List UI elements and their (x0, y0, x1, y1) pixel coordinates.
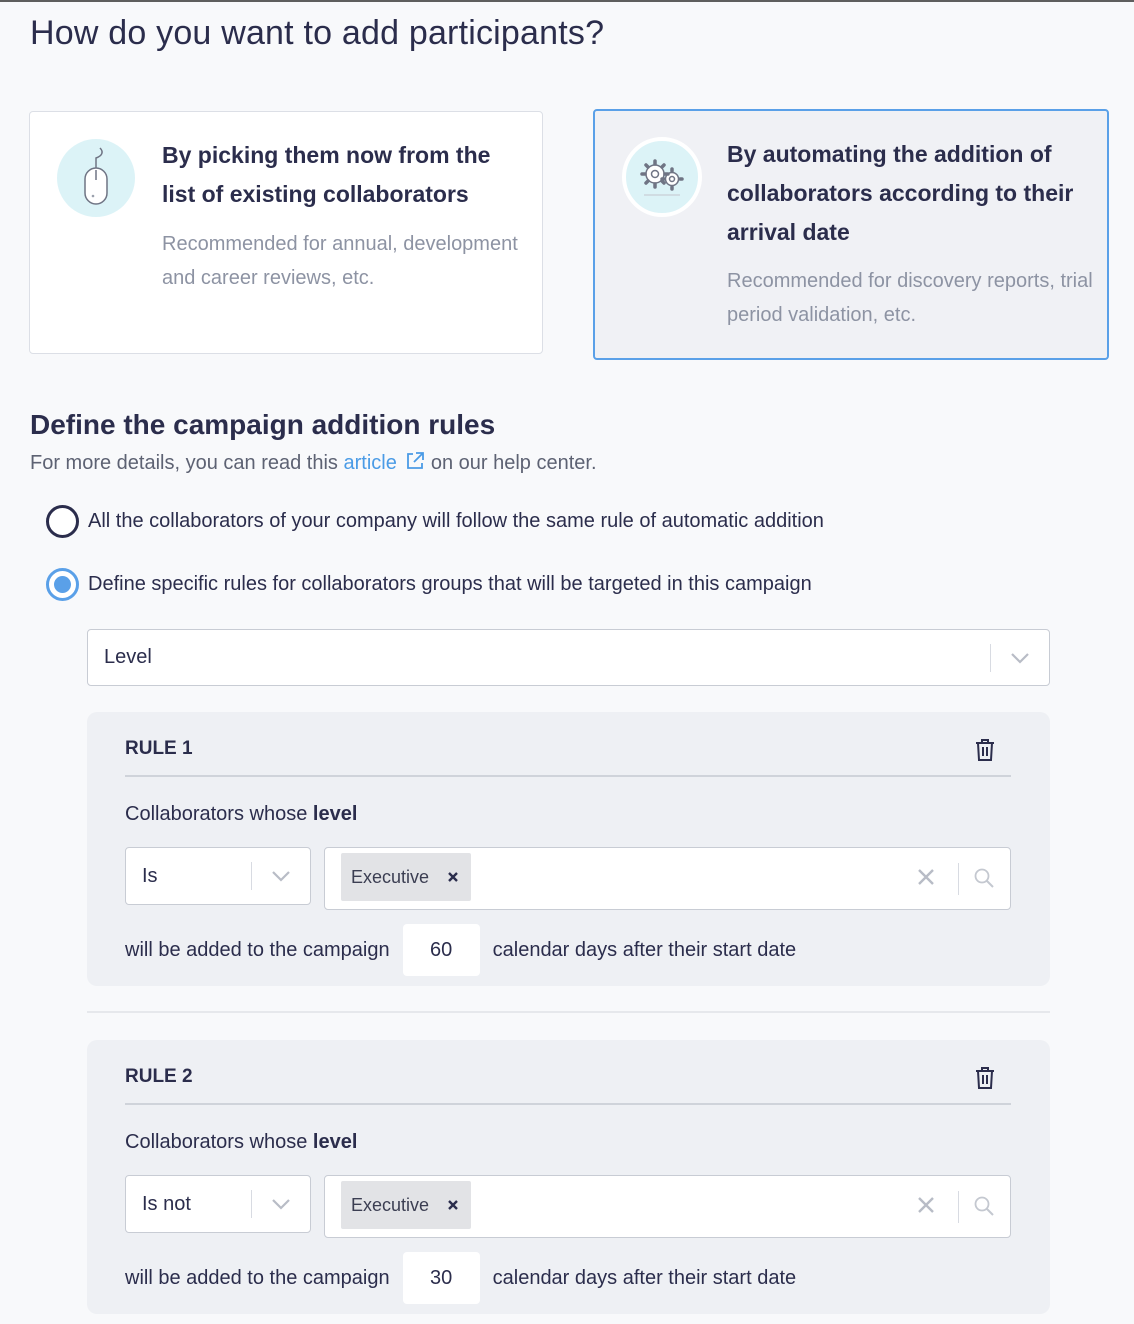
option-description: Recommended for discovery reports, trial period validation, etc. (727, 270, 1093, 326)
tag-label: Executive (351, 866, 430, 887)
operator-value: Is (142, 864, 158, 887)
rule-title: RULE 2 (125, 1066, 193, 1087)
external-link-icon[interactable] (405, 451, 425, 477)
help-prefix: For more details, you can read this (30, 452, 338, 474)
trash-icon[interactable] (974, 1066, 996, 1095)
rule-divider (125, 775, 1011, 777)
days-row (125, 923, 796, 977)
rule-divider (125, 1103, 1011, 1105)
operator-select[interactable] (125, 847, 311, 905)
chevron-down-icon[interactable] (252, 1198, 310, 1210)
search-icon[interactable] (973, 1195, 995, 1222)
rules-divider (87, 1011, 1050, 1013)
help-suffix: on our help center. (430, 452, 597, 474)
rule-card (87, 712, 1050, 986)
tags-separator (958, 863, 959, 895)
added-text: will be added to the campaign (125, 1266, 390, 1289)
page-title: How do you want to add participants? (30, 14, 605, 52)
mouse-icon (57, 139, 135, 217)
days-suffix: calendar days after their start date (492, 1266, 797, 1289)
option-description: Recommended for annual, development and career reviews, etc. (162, 233, 518, 289)
tag-chip (341, 1181, 471, 1229)
tags-separator (958, 1191, 959, 1223)
option-title: By picking them now from the list of existing collaborators (162, 142, 491, 207)
rule-card (87, 1040, 1050, 1314)
radio-button-specific-rules[interactable] (46, 568, 79, 601)
option-card-pick-collaborators[interactable] (29, 111, 543, 354)
group-field-select[interactable] (87, 629, 1050, 686)
chevron-down-icon[interactable] (252, 870, 310, 882)
days-input[interactable]: 60 (403, 924, 480, 976)
radio-button-same-rule[interactable] (46, 505, 79, 538)
rule-subtitle-prefix: Collaborators whose (125, 1131, 308, 1153)
rule-subtitle (125, 803, 357, 826)
radio-same-rule[interactable] (46, 505, 824, 538)
rule-title: RULE 1 (125, 738, 193, 759)
clear-icon[interactable] (917, 868, 935, 891)
search-icon[interactable] (973, 867, 995, 894)
gears-icon (622, 137, 702, 217)
option-card-automate-arrival[interactable] (593, 109, 1109, 360)
days-row (125, 1251, 796, 1305)
rule-subtitle-field: level (312, 1131, 358, 1153)
days-input[interactable]: 30 (403, 1252, 480, 1304)
help-text (30, 451, 597, 477)
group-field-value: Level (104, 646, 152, 668)
rule-subtitle-prefix: Collaborators whose (125, 803, 308, 825)
remove-tag-icon[interactable] (447, 1195, 459, 1216)
remove-tag-icon[interactable] (447, 867, 459, 888)
operator-value: Is not (142, 1192, 191, 1215)
radio-label-same-rule: All the collaborators of your company will follow the same rule of automatic addition (88, 510, 824, 532)
added-text: will be added to the campaign (125, 938, 390, 961)
top-border (0, 0, 1134, 2)
trash-icon[interactable] (974, 738, 996, 767)
radio-label-specific-rules: Define specific rules for collaborators groups that will be targeted in this campaign (88, 573, 812, 595)
tag-chip (341, 853, 471, 901)
tags-input[interactable] (324, 847, 1011, 910)
chevron-down-icon[interactable] (991, 652, 1049, 664)
tag-label: Executive (351, 1194, 430, 1215)
tags-input[interactable] (324, 1175, 1011, 1238)
option-title: By automating the addition of collaborators according to their arrival date (727, 141, 1074, 245)
rule-subtitle (125, 1131, 357, 1154)
clear-icon[interactable] (917, 1196, 935, 1219)
operator-select[interactable] (125, 1175, 311, 1233)
rules-section-title: Define the campaign addition rules (30, 409, 496, 440)
rule-subtitle-field: level (312, 803, 358, 825)
article-link[interactable]: article (343, 452, 397, 474)
days-suffix: calendar days after their start date (492, 938, 797, 961)
radio-specific-rules[interactable] (46, 568, 812, 601)
